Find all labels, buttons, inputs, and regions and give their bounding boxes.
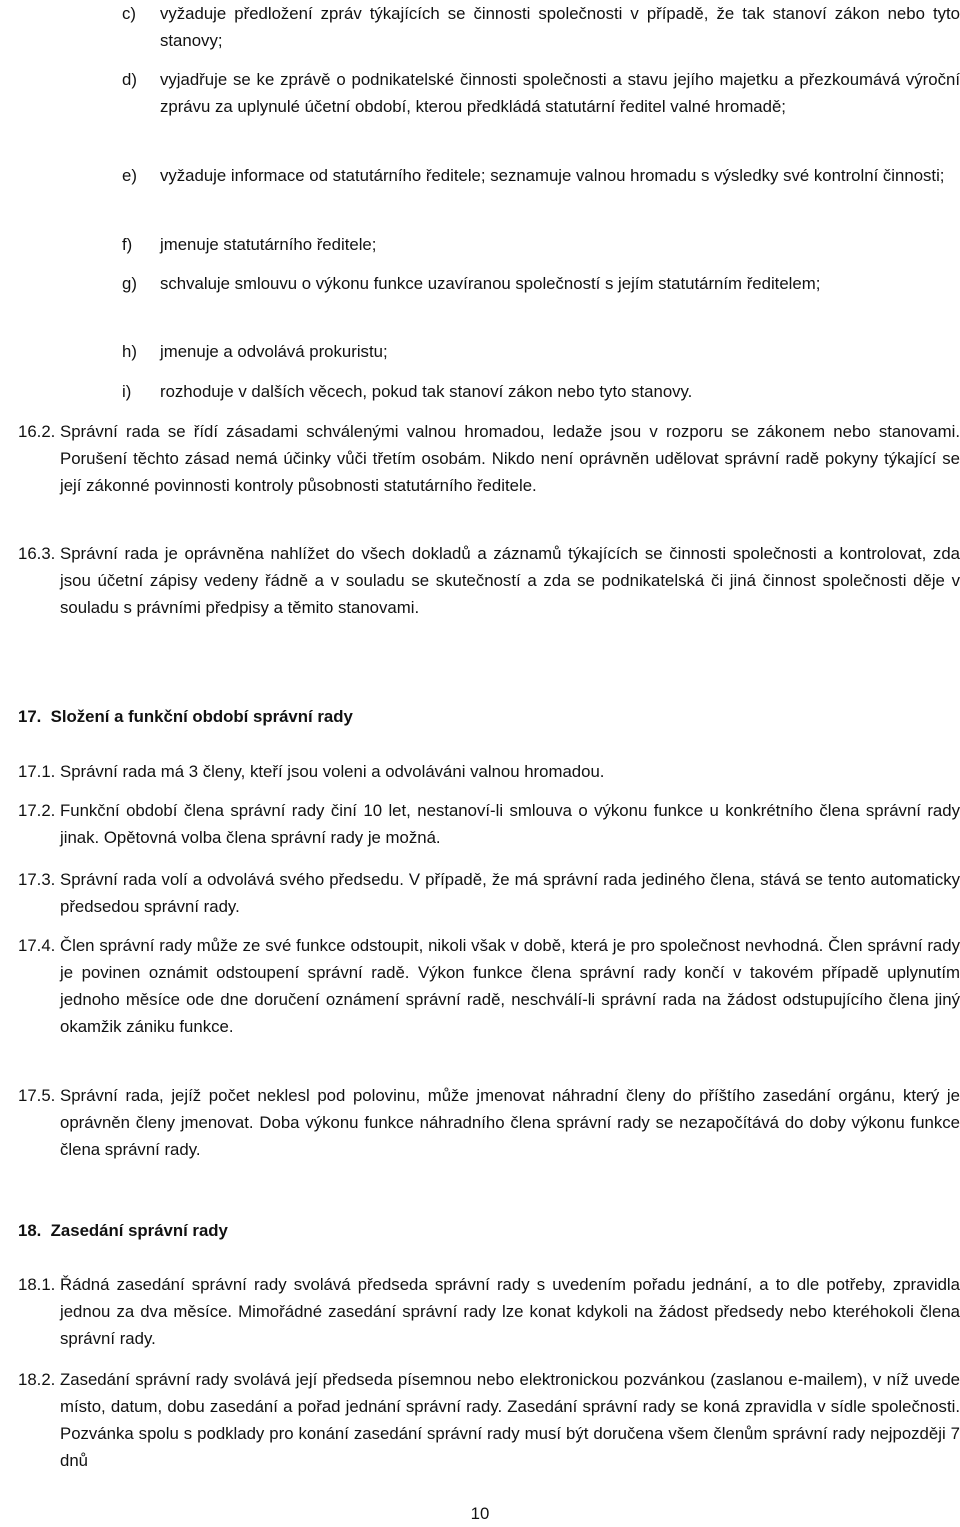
list-item-h [122, 338, 960, 365]
section-heading-18 [18, 1217, 228, 1244]
clause-17-2 [18, 797, 960, 851]
clause-number: 17.4. [18, 936, 56, 955]
clause-text: Správní rada, jejíž počet neklesl pod polovinu, může jmenovat náhradní členy do příštího zasedání orgánu, který je oprávněn členy jmenovat. Doba výkonu funkce náhradního člena správní rady se nezapočítává do doby výkonu funkce člena správní rady. [60, 1086, 960, 1159]
clause-17-4 [18, 932, 960, 1040]
clause-16-3 [18, 540, 960, 621]
list-marker: f) [122, 235, 133, 254]
list-item-d [122, 66, 960, 120]
clause-16-2 [18, 418, 960, 499]
list-marker: d) [122, 70, 137, 89]
list-item-g [122, 270, 960, 297]
section-number: 17. [18, 707, 42, 726]
list-item-text: jmenuje statutárního ředitele; [160, 235, 377, 254]
clause-text: Zasedání správní rady svolává její předseda písemnou nebo elektronickou pozvánkou (zaslanou e-mailem), v níž uvede místo, datum, dobu zasedání a pořad jednání správní rady. Zasedání správní rady se koná zpravidla v sídle společnosti. Pozvánka spolu s podklady pro konání zasedání správní rady musí být doručena všem členům správní rady nejpozději 7 dnů [60, 1370, 960, 1470]
list-item-text: vyžaduje předložení zpráv týkajících se činnosti společnosti v případě, že tak stanoví zákon nebo tyto stanovy; [160, 4, 960, 50]
list-item-text: rozhoduje v dalších věcech, pokud tak stanoví zákon nebo tyto stanovy. [160, 382, 693, 401]
clause-text: Správní rada má 3 členy, kteří jsou voleni a odvoláváni valnou hromadou. [60, 762, 605, 781]
list-marker: e) [122, 166, 137, 185]
list-item-text: vyjadřuje se ke zprávě o podnikatelské činnosti společnosti a stavu jejího majetku a přezkoumává výroční zprávu za uplynulé účetní období, kterou předkládá statutární ředitel valné hromadě; [160, 70, 960, 116]
clause-number: 18.2. [18, 1370, 56, 1389]
clause-number: 16.2. [18, 422, 56, 441]
section-title: Zasedání správní rady [50, 1221, 228, 1240]
clause-number: 17.1. [18, 762, 56, 781]
list-marker: c) [122, 4, 136, 23]
clause-number: 17.3. [18, 870, 56, 889]
clause-text: Správní rada volí a odvolává svého předsedu. V případě, že má správní rada jediného člena, stává se tento automaticky předsedou správní rady. [60, 870, 960, 916]
clause-number: 18.1. [18, 1275, 56, 1294]
clause-text: Funkční období člena správní rady činí 10 let, nestanoví-li smlouva o výkonu funkce u konkrétního člena správní rady jinak. Opětovná volba člena správní rady je možná. [60, 801, 960, 847]
section-number: 18. [18, 1221, 42, 1240]
clause-18-1 [18, 1271, 960, 1352]
section-title: Složení a funkční období správní rady [50, 707, 353, 726]
clause-number: 16.3. [18, 544, 56, 563]
list-item-i [122, 378, 960, 405]
list-marker: g) [122, 274, 137, 293]
list-item-text: jmenuje a odvolává prokuristu; [160, 342, 388, 361]
list-item-text: schvaluje smlouvu o výkonu funkce uzavíranou společností s jejím statutárním ředitelem; [160, 274, 821, 293]
clause-17-1 [18, 758, 960, 785]
clause-text: Řádná zasedání správní rady svolává předseda správní rady s uvedením pořadu jednání, a to dle potřeby, zpravidla jednou za dva měsíce. Mimořádné zasedání správní rady lze konat kdykoli na žádost předsedy nebo kteréhokoli člena správní rady. [60, 1275, 960, 1348]
clause-number: 17.5. [18, 1086, 56, 1105]
section-heading-17 [18, 703, 353, 730]
list-item-c [122, 0, 960, 54]
list-item-e [122, 162, 960, 189]
clause-17-5 [18, 1082, 960, 1163]
clause-17-3 [18, 866, 960, 920]
clause-text: Správní rada se řídí zásadami schválenými valnou hromadou, ledaže jsou v rozporu se zákonem nebo stanovami. Porušení těchto zásad nemá účinky vůči třetím osobám. Nikdo není oprávněn udělovat správní radě pokyny týkající se její zákonné povinnosti kontroly působnosti statutárního ředitele. [60, 422, 960, 495]
list-item-f [122, 231, 960, 258]
list-marker: h) [122, 342, 137, 361]
list-item-text: vyžaduje informace od statutárního ředitele; seznamuje valnou hromadu s výsledky své kontrolní činnosti; [160, 166, 945, 185]
page-number: 10 [470, 1504, 490, 1523]
clause-18-2 [18, 1366, 960, 1474]
clause-text: Člen správní rady může ze své funkce odstoupit, nikoli však v době, která je pro společnost nevhodná. Člen správní rady je povinen oznámit odstoupení správní radě. Výkon funkce člena správní rady končí v takovém případě uplynutím jednoho měsíce ode dne doručení oznámení správní radě, neschválí-li správní rada na žádost odstupujícího člena jiný okamžik zániku funkce. [60, 936, 960, 1036]
clause-text: Správní rada je oprávněna nahlížet do všech dokladů a záznamů týkajících se činnosti společnosti a kontrolovat, zda jsou účetní zápisy vedeny řádně a v souladu se skutečností a zda se podnikatelská či jiná činnost společnosti děje v souladu s právními předpisy a těmito stanovami. [60, 544, 960, 617]
clause-number: 17.2. [18, 801, 56, 820]
list-marker: i) [122, 382, 132, 401]
